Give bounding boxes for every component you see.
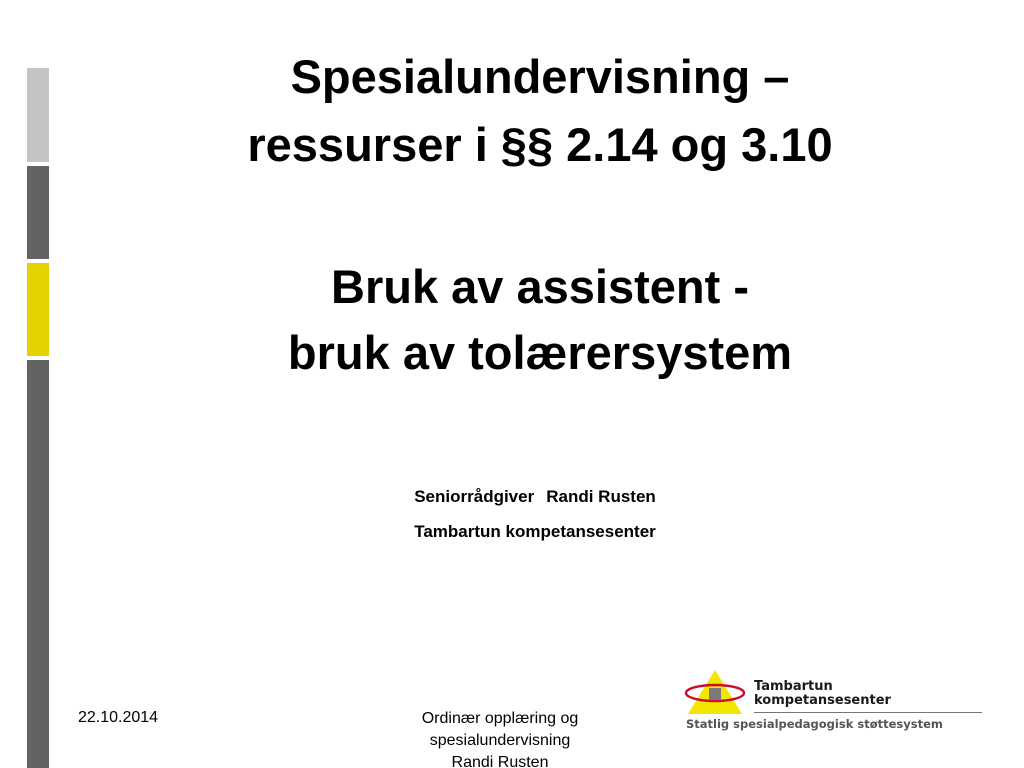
title-line-4: bruk av tolærersystem [287, 326, 793, 379]
footer-center-text [360, 708, 640, 768]
logo-name [754, 680, 891, 708]
side-bar-yellow [27, 263, 49, 356]
tambartun-logo [682, 668, 987, 738]
logo-divider [754, 712, 982, 713]
side-bar-light-gray [27, 68, 49, 162]
logo-name-line-1: Tambartun [754, 679, 833, 694]
presenter-line [200, 486, 870, 508]
footer-date: 22.10.2014 [78, 709, 159, 726]
organization: Tambartun kompetansesenter [414, 522, 656, 541]
presenter-name: Randi Rusten [546, 487, 656, 506]
title-line-3: Bruk av assistent - [331, 260, 749, 313]
footer-center-line-3: Randi Rusten [451, 754, 549, 768]
title-line-2: ressurser i §§ 2.14 og 3.10 [247, 118, 833, 171]
side-bar-dark-gray-bottom [27, 360, 49, 768]
presenter-role: Seniorrådgiver [414, 487, 535, 506]
footer-center-line-1: Ordinær opplæring og [421, 710, 579, 727]
title-line-1: Spesialundervisning – [290, 50, 790, 103]
logo-tagline: Statlig spesialpedagogisk støttesystem [686, 717, 943, 731]
logo-name-line-2: kompetansesenter [754, 693, 891, 708]
tambartun-logo-icon [682, 668, 752, 718]
side-bar-dark-gray [27, 166, 49, 259]
footer-center-line-2: spesialundervisning [429, 732, 571, 749]
